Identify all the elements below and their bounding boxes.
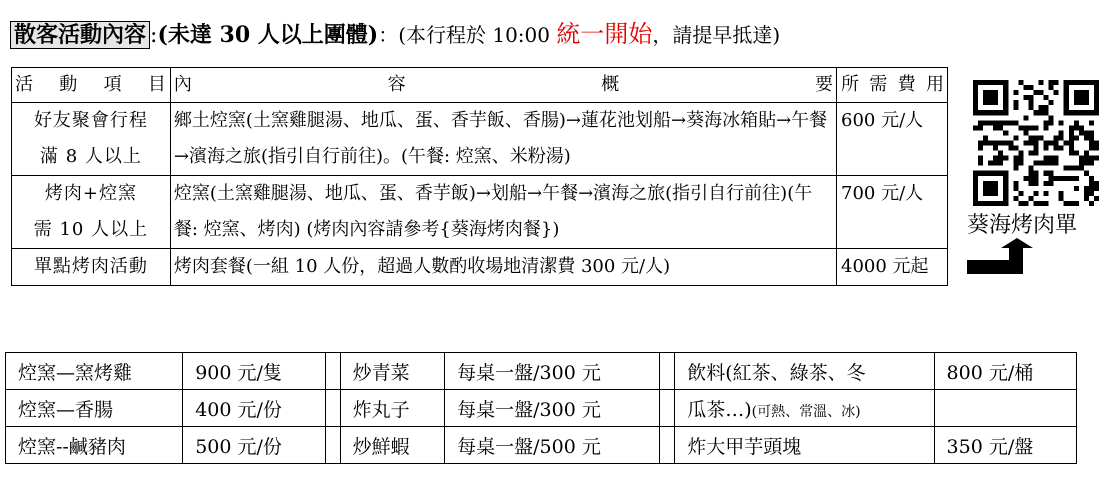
header-prefix: ：(本行程於 10:00 — [378, 23, 557, 47]
activity-fee: 600 元/人 — [837, 103, 948, 176]
activity-content: 鄉土焢窯(土窯雞腿湯、地瓜、蛋、香芋飯、香腸)→蓮花池划船→葵海冰箱貼→午餐→濱海之旅(指引自行前往)。(午餐: 焢窯、米粉湯) — [170, 103, 836, 176]
header-condition: (未達 30 人以上團體) — [157, 22, 379, 48]
table-row — [6, 353, 1077, 390]
menu-item-price: 800 元/桶 — [934, 353, 1076, 390]
table-row — [12, 249, 948, 286]
activity-name: 單點烤肉活動 — [12, 249, 171, 286]
qr-code-icon[interactable] — [973, 80, 1099, 206]
column-gap — [660, 427, 675, 464]
header-colon: : — [150, 23, 158, 48]
menu-item-name: 焢窯—窯烤雞 — [6, 353, 183, 390]
menu-item-price: 350 元/盤 — [934, 427, 1076, 464]
col-item-char: 目 — [147, 74, 167, 95]
menu-item-price: 500 元/份 — [183, 427, 325, 464]
activity-fee: 4000 元起 — [837, 249, 948, 286]
header-line — [10, 14, 780, 49]
menu-item-price: 每桌一盤/300 元 — [445, 353, 660, 390]
menu-item-name: 炒鮮蝦 — [340, 427, 445, 464]
table-row — [12, 103, 948, 176]
activity-name: 好友聚會行程 滿 8 人以上 — [12, 103, 171, 176]
menu-item-note: (可熱、常溫、冰) — [751, 403, 861, 420]
menu-item-name: 焢窯—香腸 — [6, 390, 183, 427]
table-row — [12, 176, 948, 249]
col-content-char: 容 — [387, 74, 406, 95]
menu-item-price: 400 元/份 — [183, 390, 325, 427]
col-fee-char: 用 — [925, 74, 944, 95]
col-content-header — [170, 68, 836, 103]
col-item-char: 項 — [103, 74, 123, 95]
col-content-char: 要 — [814, 74, 833, 95]
col-content-char: 概 — [601, 74, 620, 95]
menu-item-price — [934, 390, 1076, 427]
activity-content: 焢窯(土窯雞腿湯、地瓜、蛋、香芋飯)→划船→午餐→濱海之旅(指引自行前往)(午餐: 焢窯、烤肉) (烤肉內容請參考{葵海烤肉餐}) — [170, 176, 836, 249]
col-content-char: 內 — [173, 74, 192, 95]
menu-item-name: 炸大甲芋頭塊 — [675, 427, 934, 464]
menu-item-name: 瓜茶…)(可熱、常溫、冰) — [675, 390, 934, 427]
table-header-row — [12, 68, 948, 103]
activity-table — [11, 67, 948, 286]
menu-item-name: 炸丸子 — [340, 390, 445, 427]
column-gap — [660, 390, 675, 427]
header-suffix: ，請提早抵達) — [652, 23, 781, 47]
column-gap — [325, 390, 340, 427]
column-gap — [325, 427, 340, 464]
column-gap — [660, 353, 675, 390]
menu-item-name: 焢窯--鹹豬肉 — [6, 427, 183, 464]
menu-table — [5, 352, 1077, 464]
col-fee-char: 所 — [841, 74, 859, 95]
col-item-char: 活 — [15, 74, 34, 95]
menu-item-price: 每桌一盤/300 元 — [445, 390, 660, 427]
header-label: 散客活動內容 — [10, 21, 150, 49]
activity-content: 烤肉套餐(一組 10 人份，超過人數酌收場地清潔費 300 元/人) — [170, 249, 836, 286]
col-fee-char: 需 — [869, 74, 888, 95]
col-item-char: 動 — [59, 74, 79, 95]
menu-item-price: 900 元/隻 — [183, 353, 325, 390]
menu-item-name: 飲料(紅茶、綠茶、冬 — [675, 353, 934, 390]
table-row — [6, 390, 1077, 427]
qr-label: 葵海烤肉單 — [967, 213, 1078, 238]
col-item-header — [12, 68, 171, 103]
header-highlight: 統一開始 — [556, 20, 653, 48]
activity-name: 烤肉+焢窯 需 10 人以上 — [12, 176, 171, 249]
menu-item-price: 每桌一盤/500 元 — [445, 427, 660, 464]
column-gap — [325, 353, 340, 390]
menu-item-name: 炒青菜 — [340, 353, 445, 390]
table-row — [6, 427, 1077, 464]
activity-fee: 700 元/人 — [837, 176, 948, 249]
arrow-right-icon — [965, 238, 1055, 278]
col-fee-header — [837, 68, 948, 103]
col-fee-char: 費 — [897, 74, 916, 95]
